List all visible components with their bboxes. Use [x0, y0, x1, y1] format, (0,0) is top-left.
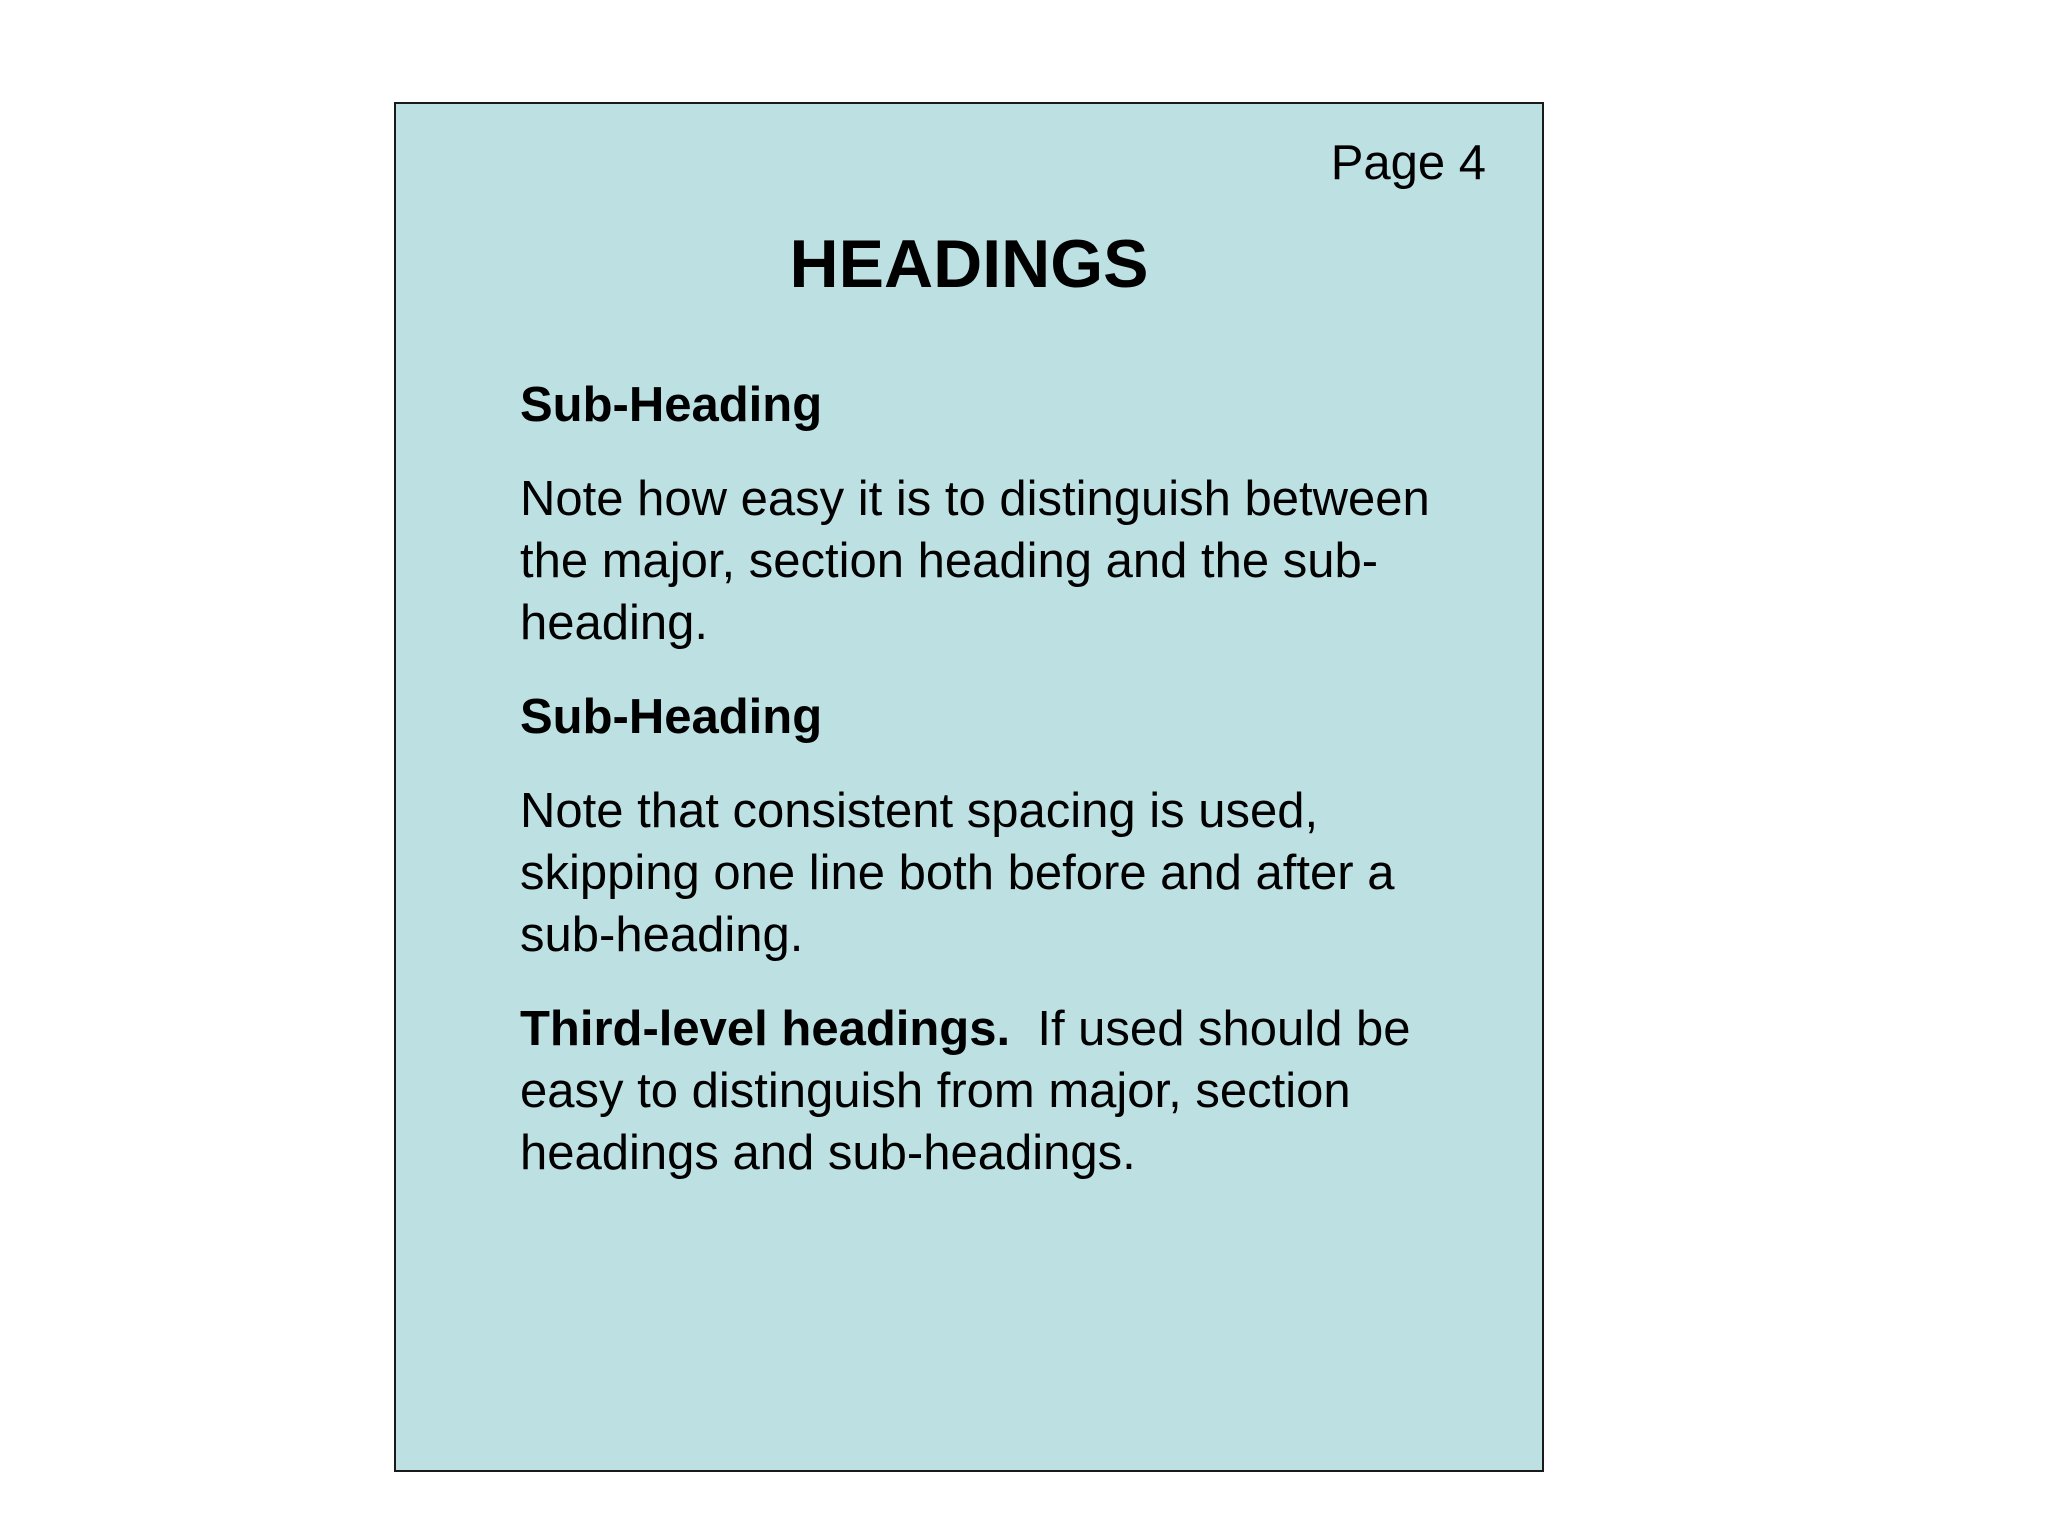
- paragraph-1: Note how easy it is to distinguish between the major, section heading and the sub-heading.: [520, 472, 1430, 650]
- paragraph-2: Note that consistent spacing is used, skipping one line both before and after a sub-heading.: [520, 784, 1395, 962]
- sub-heading-2: Sub-Heading: [520, 690, 823, 744]
- document-page: [394, 102, 1544, 1472]
- third-level-paragraph: [520, 998, 1460, 1184]
- third-level-text: If used should be easy to distinguish from major, section headings and sub-headings.: [520, 1002, 1411, 1180]
- sub-heading-1: Sub-Heading: [520, 378, 823, 432]
- page-content: [520, 374, 1460, 1216]
- third-level-heading: Third-level headings.: [520, 1002, 1011, 1056]
- page-title: HEADINGS: [789, 226, 1149, 302]
- page-number: Page 4: [1330, 136, 1486, 190]
